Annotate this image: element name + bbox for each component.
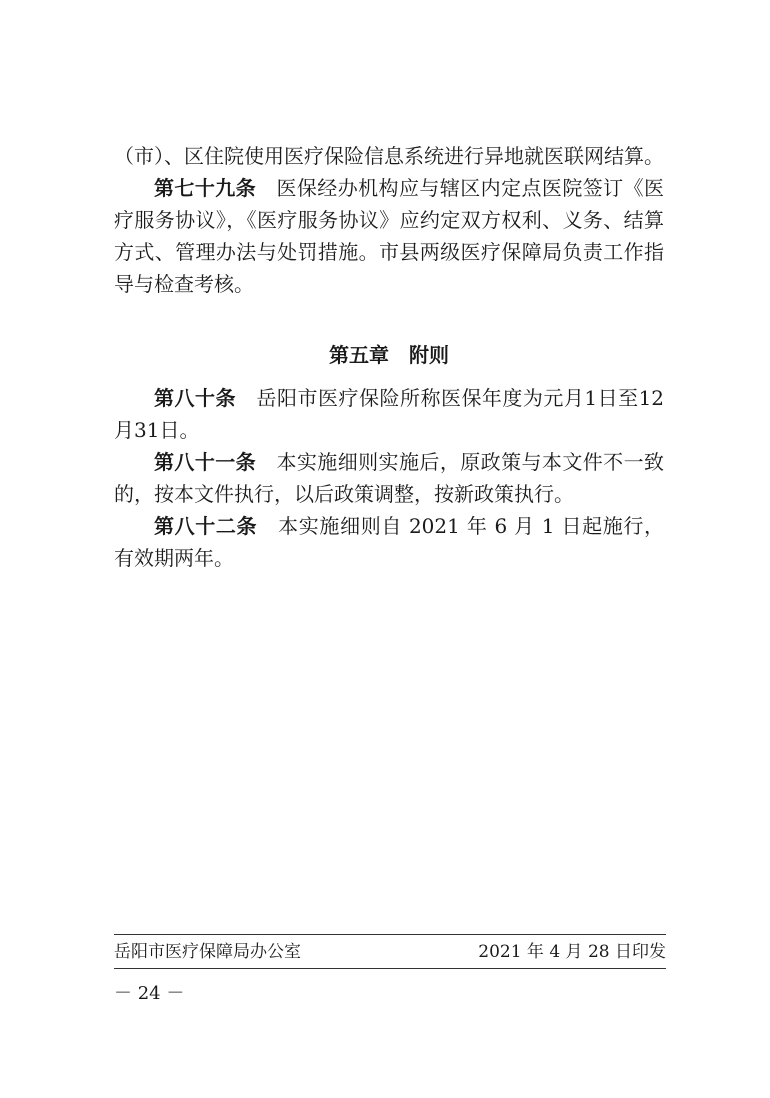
article-82-heading: 第八十二条 [154,514,258,538]
footer-date: 2021 年 4 月 28 日印发 [478,942,666,962]
article-81-text: 本实施细则实施后，原政策与本文件不一致的，按本文件执行，以后政策调整，按新政策执行。 [114,450,665,506]
footer-issuer: 岳阳市医疗保障局办公室 [114,942,301,962]
chapter-number: 第五章 [329,343,389,367]
chapter-body [114,382,664,574]
article-80-spacer [243,386,250,410]
footer-bottom-rule [114,968,666,969]
article-82-spacer [264,514,271,538]
article-79-spacer [263,176,270,200]
article-80-heading: 第八十条 [154,386,236,410]
article-81-spacer [263,450,270,474]
article-82-text: 本实施细则自 2021 年 6 月 1 日起施行，有效期两年。 [114,514,665,570]
page-number: － 24 － [114,983,185,1004]
chapter-heading [114,339,664,371]
continuation-paragraph: （市）、区住院使用医疗保险信息系统进行异地就医联网结算。 [114,144,664,168]
upper-body [114,140,664,300]
article-82 [114,510,664,574]
article-80 [114,382,664,446]
footer-top-rule [114,934,666,935]
article-81-heading: 第八十一条 [154,450,257,474]
footer [114,938,666,966]
article-79 [114,172,664,300]
chapter-title: 附则 [409,343,449,367]
article-79-heading: 第七十九条 [154,176,257,200]
article-80-text: 岳阳市医疗保险所称医保年度为元月1日至12月31日。 [114,386,665,442]
article-81 [114,446,664,510]
article-79-text: 医保经办机构应与辖区内定点医院签订《医疗服务协议》，《医疗服务协议》应约定双方权利、义务、结算方式、管理办法与处罚措施。市县两级医疗保障局负责工作指导与检查考核。 [114,176,665,296]
